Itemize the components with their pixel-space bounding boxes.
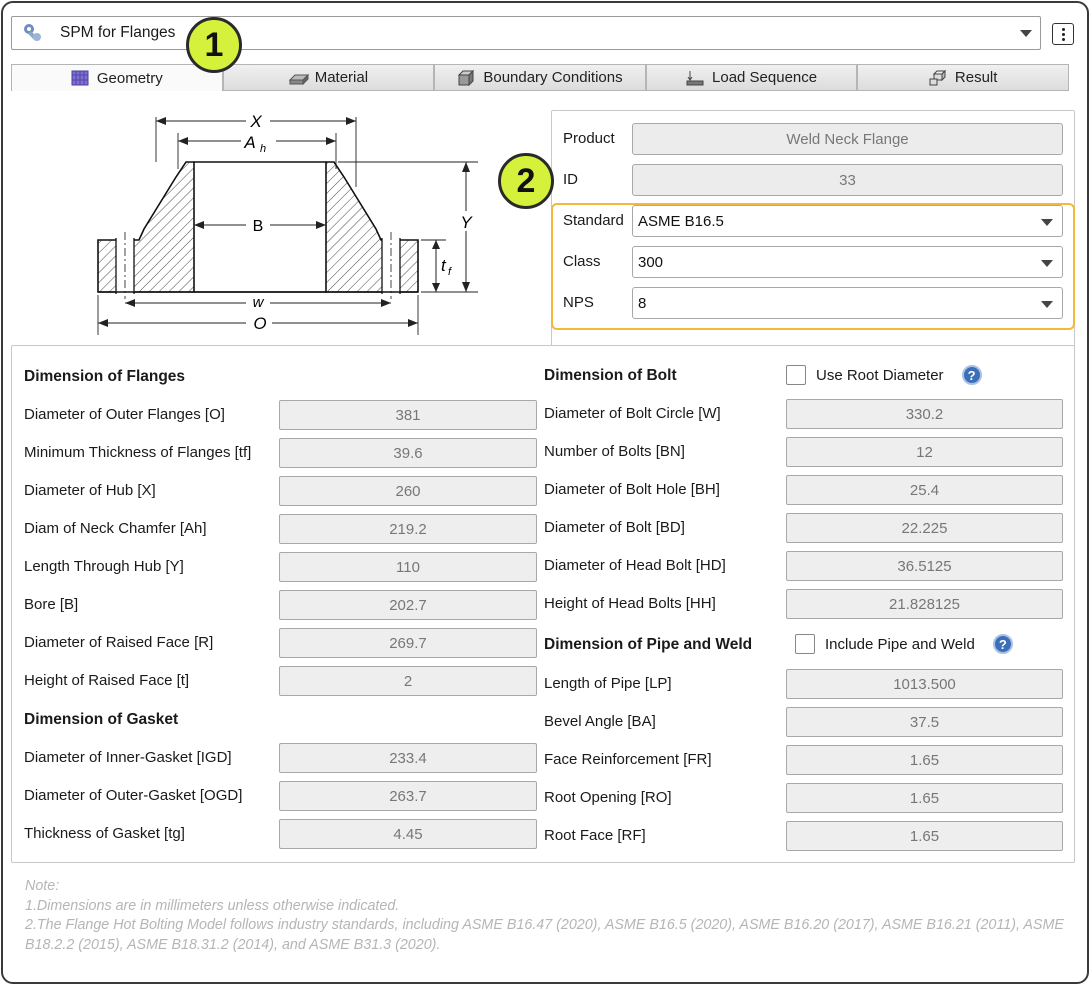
tab-label: Result [954, 69, 998, 86]
label-ah-sub: h [259, 143, 267, 155]
label-o: O [253, 314, 267, 333]
tab-label: Load Sequence [712, 69, 818, 86]
label-tf-sub: f [448, 266, 452, 278]
product-field: Weld Neck Flange [632, 123, 1063, 155]
cube-grid-icon [71, 70, 89, 86]
tab-label: Geometry [96, 69, 163, 87]
id-row [552, 164, 1074, 196]
product-label: Product [563, 130, 615, 147]
tab-result[interactable] [857, 64, 1069, 91]
note-line-2: 2.The Flange Hot Bolting Model follows industry standards, including ASME B16.47 (2020), ASME B16.5 (2020), ASME B16.20 (2017), ASME B16.21 (2011), ASME B18.2.2 (2015), ASME B18.31.2 (2014), and ASME B31.3 (2020). [25, 917, 1064, 953]
field-label: Number of Bolts [BN] [544, 443, 685, 460]
raised-face-diameter-field: 269.7 [279, 628, 537, 658]
step-badge-1: 1 [186, 17, 242, 73]
label-ah: A [244, 133, 256, 152]
head-bolt-diameter-field: 36.5125 [786, 551, 1063, 581]
bolt-diameter-field: 22.225 [786, 513, 1063, 543]
dimensions-panel [11, 345, 1075, 863]
outer-gasket-field: 263.7 [279, 781, 537, 811]
label-x: X [250, 112, 262, 131]
nps-label: NPS [563, 294, 594, 311]
tab-geometry[interactable] [11, 64, 223, 91]
field-label: Diameter of Bolt [BD] [544, 519, 685, 536]
use-root-diameter-checkbox[interactable] [786, 365, 806, 385]
field-label: Diameter of Inner-Gasket [IGD] [24, 749, 232, 766]
chevron-down-icon[interactable] [1020, 30, 1032, 37]
tab-label: Boundary Conditions [483, 69, 623, 86]
head-bolt-height-field: 21.828125 [786, 589, 1063, 619]
raised-face-height-field: 2 [279, 666, 537, 696]
field-label: Diam of Neck Chamfer [Ah] [24, 520, 207, 537]
field-label: Diameter of Bolt Hole [BH] [544, 481, 720, 498]
module-selector[interactable] [11, 16, 1041, 50]
tab-bar [11, 64, 1069, 91]
product-row [552, 123, 1074, 155]
help-icon[interactable]: ? [962, 365, 982, 385]
tab-boundary-conditions[interactable] [434, 64, 646, 91]
selection-highlight [551, 203, 1075, 330]
bolt-circle-field: 330.2 [786, 399, 1063, 429]
load-sequence-icon [686, 70, 704, 86]
geometry-panel [11, 91, 1075, 971]
field-label: Length of Pipe [LP] [544, 675, 672, 692]
include-pipe-weld-toggle[interactable] [795, 634, 1013, 654]
footnote [25, 877, 1065, 955]
flange-thickness-field: 39.6 [279, 438, 537, 468]
bolt-count-field: 12 [786, 437, 1063, 467]
field-label: Height of Head Bolts [HH] [544, 595, 716, 612]
flange-cross-section-diagram [86, 107, 506, 342]
boundary-box-icon [457, 70, 475, 86]
field-label: Diameter of Bolt Circle [W] [544, 405, 721, 422]
field-label: Diameter of Raised Face [R] [24, 634, 214, 651]
section-title-pipe: Dimension of Pipe and Weld [544, 636, 753, 653]
nps-value: 8 [638, 294, 647, 312]
checkbox-label: Use Root Diameter [816, 366, 944, 384]
bore-field: 202.7 [279, 590, 537, 620]
field-label: Bore [B] [24, 596, 79, 613]
tab-material[interactable] [223, 64, 435, 91]
field-label: Length Through Hub [Y] [24, 558, 184, 575]
section-title-gasket: Dimension of Gasket [24, 711, 179, 728]
field-label: Height of Raised Face [t] [24, 672, 190, 689]
pipe-length-field: 1013.500 [786, 669, 1063, 699]
field-label: Bevel Angle [BA] [544, 713, 656, 730]
result-cubes-icon [929, 70, 947, 86]
inner-gasket-field: 233.4 [279, 743, 537, 773]
standard-label: Standard [563, 212, 624, 229]
standard-value: ASME B16.5 [638, 212, 724, 230]
label-tf: t [441, 256, 446, 275]
app-window [1, 1, 1089, 984]
field-label: Root Face [RF] [544, 827, 646, 844]
field-label: Minimum Thickness of Flanges [tf] [24, 444, 252, 461]
gasket-thickness-field: 4.45 [279, 819, 537, 849]
id-field: 33 [632, 164, 1063, 196]
field-label: Root Opening [RO] [544, 789, 672, 806]
help-icon[interactable]: ? [993, 634, 1013, 654]
bevel-angle-field: 37.5 [786, 707, 1063, 737]
hub-diameter-field: 260 [279, 476, 537, 506]
id-label: ID [563, 171, 578, 188]
section-title-bolt: Dimension of Bolt [544, 367, 677, 384]
wrench-icon [22, 22, 44, 44]
class-label: Class [563, 253, 601, 270]
more-options-icon[interactable] [1052, 23, 1074, 45]
section-title-flanges: Dimension of Flanges [24, 368, 186, 385]
root-face-field: 1.65 [786, 821, 1063, 851]
tab-load-sequence[interactable] [646, 64, 858, 91]
label-y: Y [460, 213, 472, 232]
material-slab-icon [289, 70, 307, 86]
field-label: Thickness of Gasket [tg] [24, 825, 185, 842]
neck-chamfer-field: 219.2 [279, 514, 537, 544]
module-title: SPM for Flanges [60, 24, 176, 41]
hub-length-field: 110 [279, 552, 537, 582]
field-label: Diameter of Hub [X] [24, 482, 156, 499]
field-label: Diameter of Outer Flanges [O] [24, 406, 225, 423]
class-value: 300 [638, 253, 664, 271]
field-label: Diameter of Outer-Gasket [OGD] [24, 787, 243, 804]
include-pipe-weld-checkbox[interactable] [795, 634, 815, 654]
checkbox-label: Include Pipe and Weld [825, 635, 975, 653]
label-w: w [252, 294, 264, 311]
use-root-diameter-toggle[interactable] [786, 365, 982, 385]
note-line-1: 1.Dimensions are in millimeters unless otherwise indicated. [25, 897, 400, 914]
face-reinforcement-field: 1.65 [786, 745, 1063, 775]
field-label: Diameter of Head Bolt [HD] [544, 557, 726, 574]
outer-flange-diameter-field: 381 [279, 400, 537, 430]
root-opening-field: 1.65 [786, 783, 1063, 813]
bolt-hole-field: 25.4 [786, 475, 1063, 505]
step-badge-2: 2 [498, 153, 554, 209]
label-b: B [252, 218, 264, 235]
field-label: Face Reinforcement [FR] [544, 751, 712, 768]
note-title: Note: [25, 878, 60, 894]
tab-label: Material [314, 69, 369, 86]
